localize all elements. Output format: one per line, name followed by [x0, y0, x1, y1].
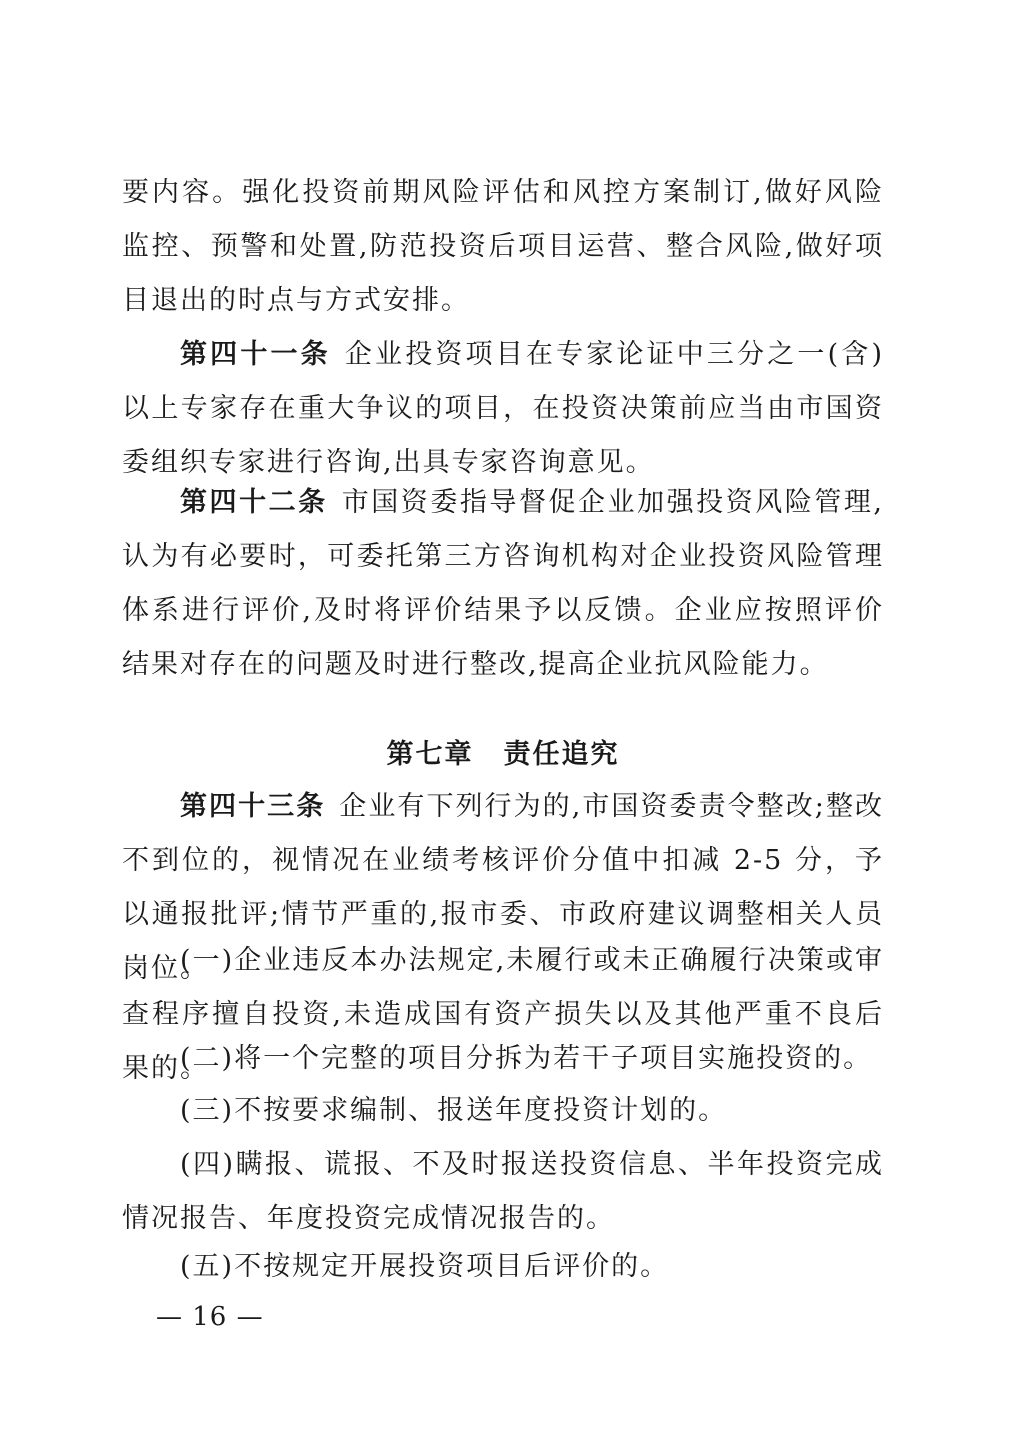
article-41-label: 第四十一条: [180, 339, 331, 370]
list-item-2: (二)将一个完整的项目分拆为若干子项目实施投资的。: [180, 1043, 873, 1074]
chapter-title: 责任追究: [503, 739, 620, 770]
article-43-label: 第四十三条: [180, 791, 326, 822]
article-41: [122, 328, 884, 490]
list-item-4: (四)瞒报、谎报、不及时报送投资信息、半年投资完成情况报告、年度投资完成情况报告的。: [122, 1149, 884, 1234]
list-item-3: (三)不按要求编制、报送年度投资计划的。: [180, 1095, 728, 1126]
list-item-5: (五)不按规定开展投资项目后评价的。: [180, 1251, 670, 1282]
article-42-label: 第四十二条: [180, 487, 328, 518]
chapter-heading: [122, 728, 884, 782]
page-number: — 16 —: [156, 1302, 264, 1332]
list-item-1: (一)企业违反本办法规定,未履行或未正确履行决策或审查程序擅自投资,未造成国有资产损失以及其他严重不良后果的。: [122, 945, 884, 1084]
article-41-text: 企业投资项目在专家论证中三分之一(含)以上专家存在重大争议的项目，在投资决策前应当由市国资委组织专家进行咨询,出具专家咨询意见。: [122, 339, 884, 478]
chapter-number: 第七章: [386, 739, 474, 770]
article-42: [122, 476, 884, 692]
article-42-text: 市国资委指导督促企业加强投资风险管理,认为有必要时，可委托第三方咨询机构对企业投资风险管理体系进行评价,及时将评价结果予以反馈。企业应按照评价结果对存在的问题及时进行整改,提高企业抗风险能力。: [122, 487, 884, 680]
article-43-text: 企业有下列行为的,市国资委责令整改;整改不到位的，视情况在业绩考核评价分值中扣减 2-5 分，予以通报批评;情节严重的,报市委、市政府建议调整相关人员岗位。: [122, 791, 884, 984]
paragraph-risk-assessment: 要内容。强化投资前期风险评估和风控方案制订,做好风险监控、预警和处置,防范投资后项目运营、整合风险,做好项目退出的时点与方式安排。: [122, 177, 884, 316]
